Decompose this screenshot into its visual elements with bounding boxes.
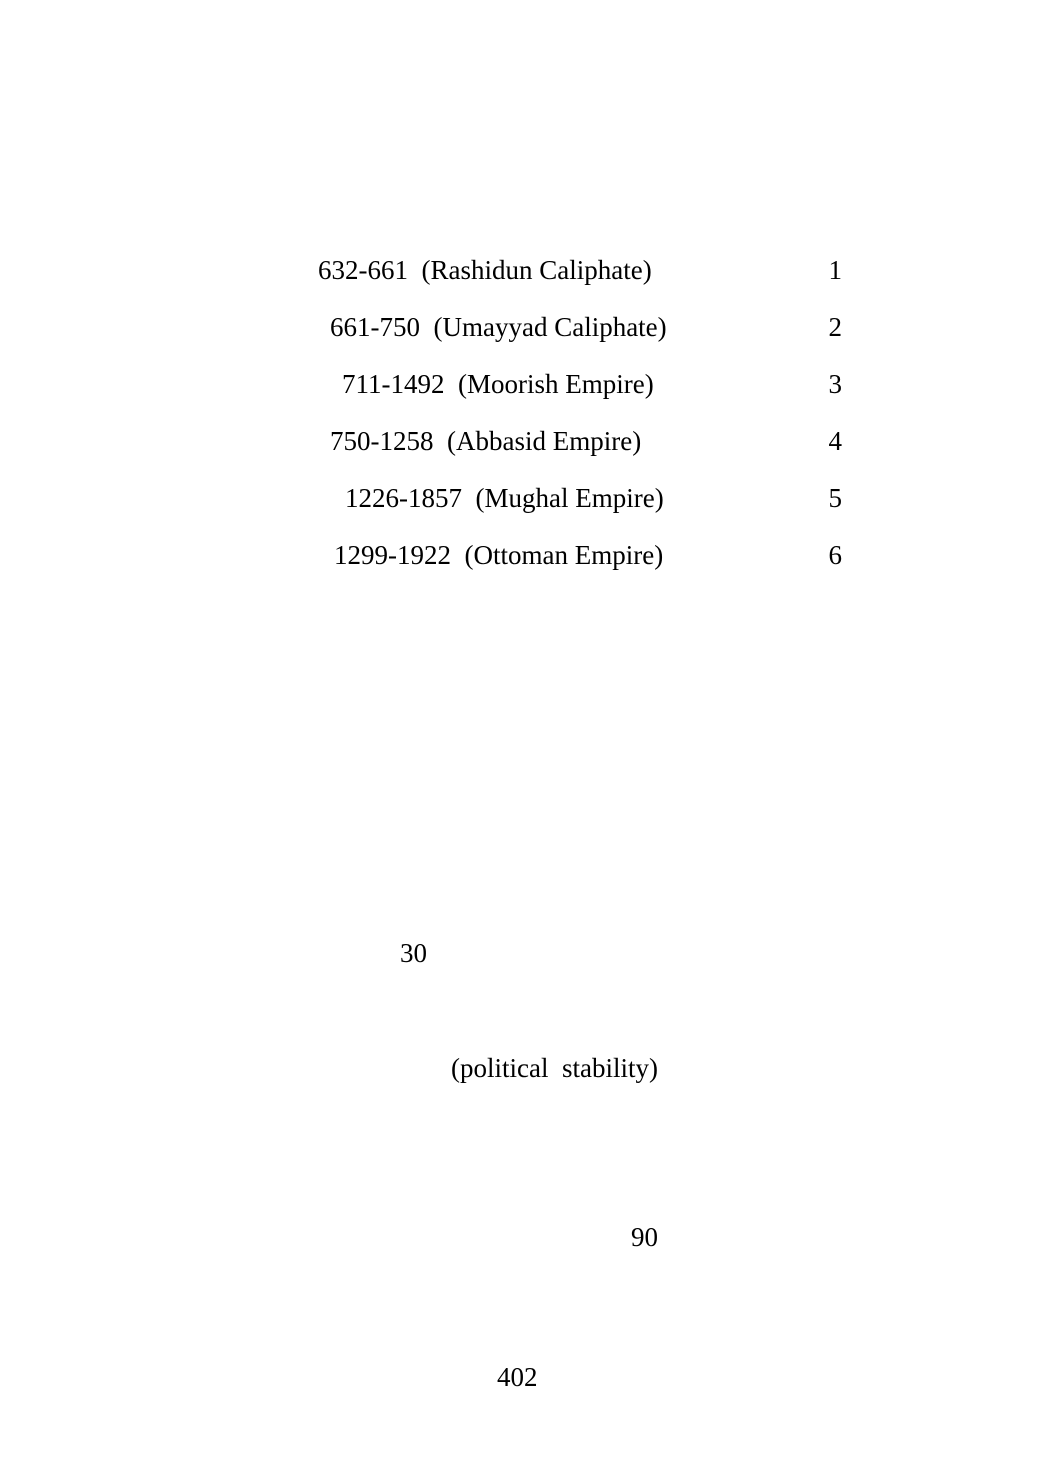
empire-row-label: 661-750 (Umayyad Caliphate) bbox=[330, 312, 667, 342]
empire-row-label: 632-661 (Rashidun Caliphate) bbox=[318, 255, 652, 285]
empire-row-number: 1 bbox=[828, 255, 842, 285]
empire-row-label: 711-1492 (Moorish Empire) bbox=[342, 369, 654, 399]
empire-row-label: 750-1258 (Abbasid Empire) bbox=[330, 426, 642, 456]
body-figure-90: 90 bbox=[631, 1222, 658, 1252]
empire-row-number: 4 bbox=[828, 426, 842, 456]
empire-row-number: 3 bbox=[828, 369, 842, 399]
empire-row-label: 1226-1857 (Mughal Empire) bbox=[345, 483, 664, 513]
body-figure-30: 30 bbox=[400, 938, 427, 968]
empire-row-number: 6 bbox=[828, 540, 842, 570]
empire-row-number: 2 bbox=[828, 312, 842, 342]
empire-row-number: 5 bbox=[828, 483, 842, 513]
page-number: 402 bbox=[497, 1362, 538, 1392]
political-stability-term: (political stability) bbox=[451, 1053, 658, 1083]
empire-row-label: 1299-1922 (Ottoman Empire) bbox=[334, 540, 664, 570]
